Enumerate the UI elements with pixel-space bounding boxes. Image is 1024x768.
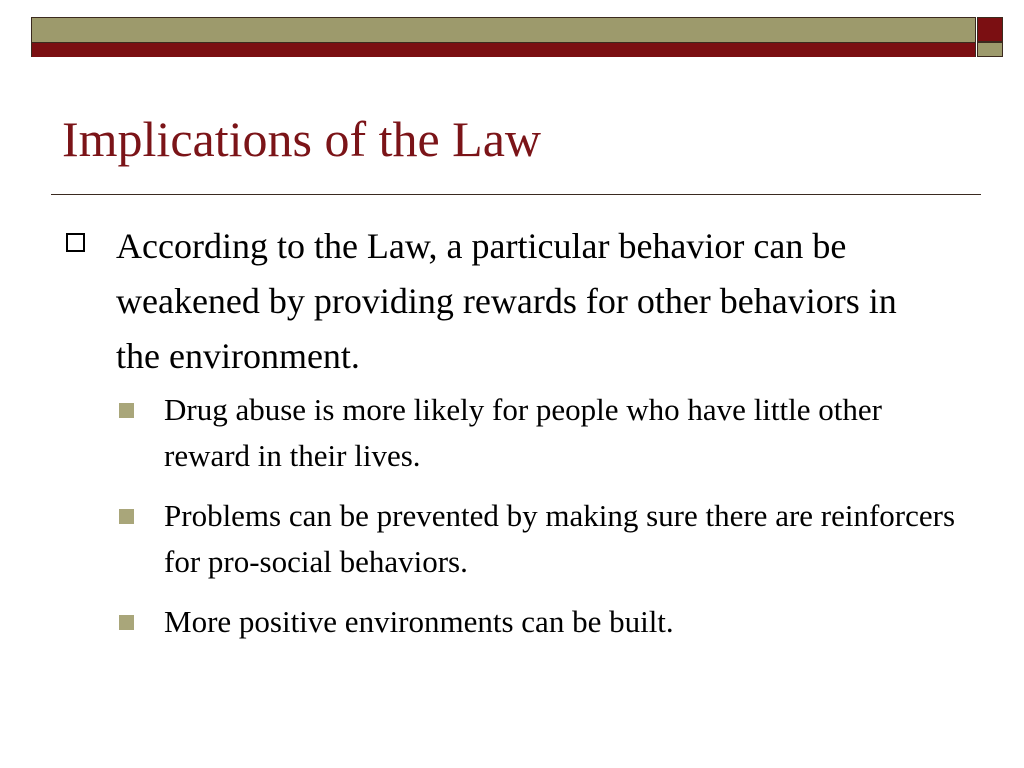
header-band-maroon-stripe	[32, 43, 975, 57]
sub-bullet-text: More positive environments can be built.	[164, 604, 674, 639]
corner-block-olive	[977, 42, 1003, 57]
sub-bullet-text: Drug abuse is more likely for people who have little other reward in their lives.	[164, 392, 882, 473]
sub-bullet-text: Problems can be prevented by making sure there are reinforcers for pro-social behaviors.	[164, 498, 956, 579]
slide-title: Implications of the Law	[62, 111, 542, 167]
header-band-olive-stripe	[32, 18, 975, 43]
filled-square-bullet-icon	[119, 509, 134, 524]
title-divider	[51, 194, 981, 195]
header-band	[31, 17, 976, 57]
filled-square-bullet-icon	[119, 403, 134, 418]
hollow-square-bullet-icon	[66, 233, 85, 252]
filled-square-bullet-icon	[119, 615, 134, 630]
corner-block-maroon	[977, 17, 1003, 42]
main-bullet-text: According to the Law, a particular behavior can be weakened by providing rewards for other behaviors in the environment.	[116, 226, 897, 376]
